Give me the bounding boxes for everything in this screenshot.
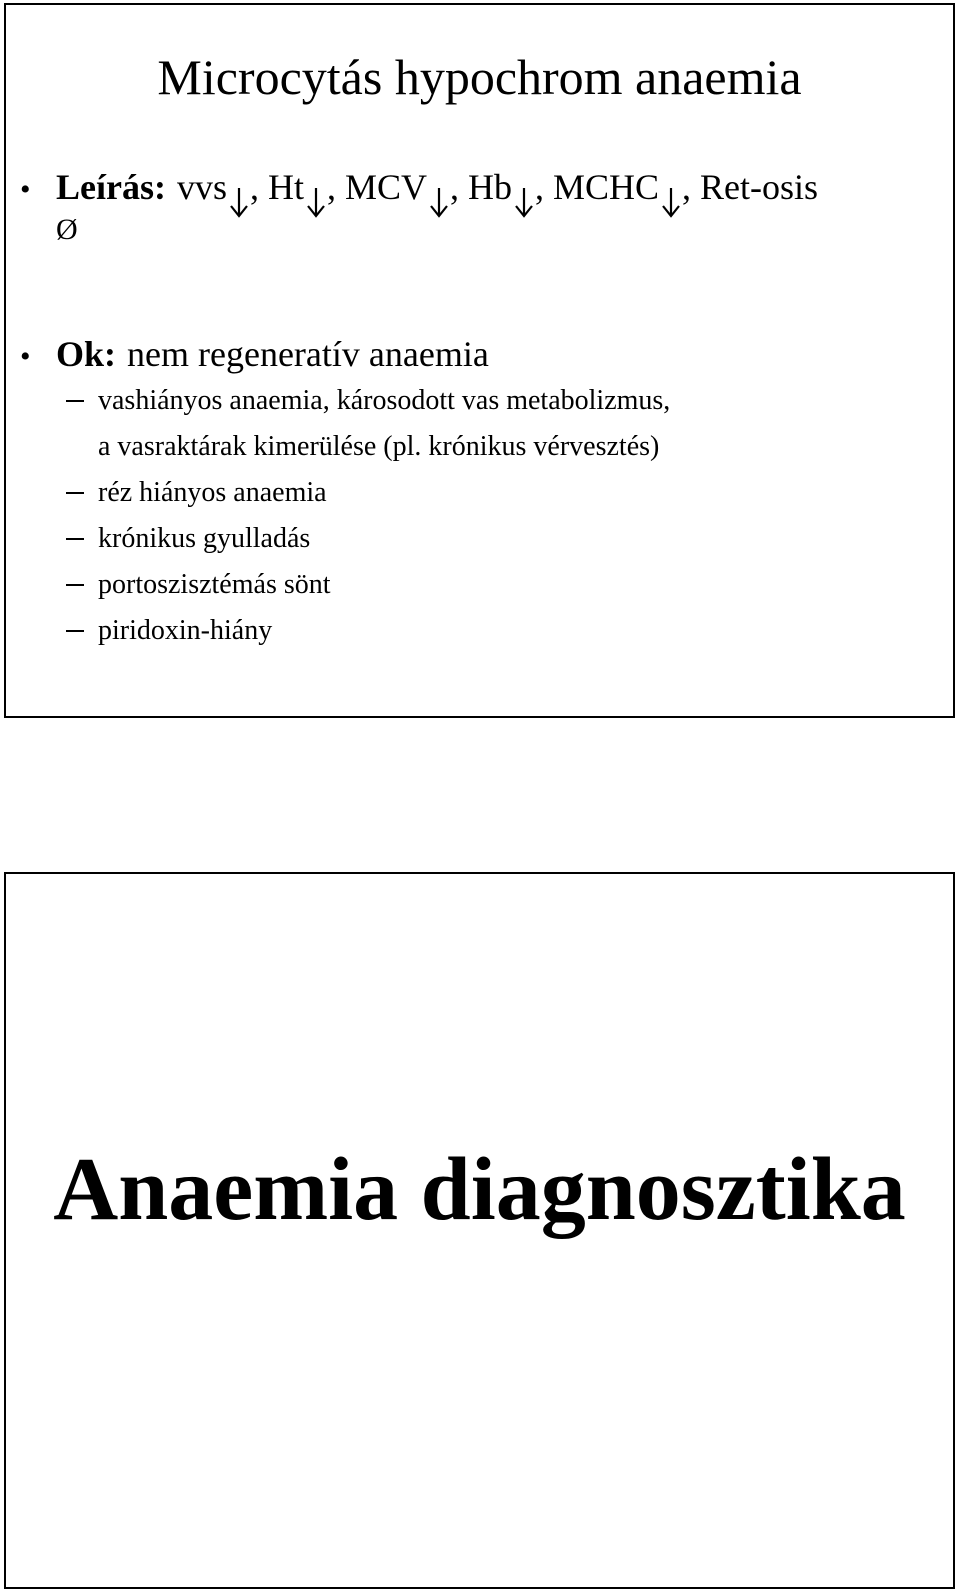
list-item: krónikus gyulladás <box>66 516 946 562</box>
bullet-label-ok: Ok: <box>56 334 117 374</box>
slide-2-title: Anaemia diagnosztika <box>53 1140 906 1239</box>
down-arrow-icon <box>306 188 326 218</box>
indicator-ret-osis: , Ret-osis <box>682 167 819 207</box>
dash-icon <box>66 500 98 501</box>
down-arrow-icon <box>661 188 681 218</box>
indicator-mchc: MCHC <box>553 165 682 209</box>
list-item: réz hiányos anaemia <box>66 470 946 516</box>
dash-icon <box>66 638 98 639</box>
bullet-dot-icon: • <box>20 340 31 373</box>
dash-icon <box>66 592 98 593</box>
indicator-mcv: MCV <box>345 165 450 209</box>
list-item: portoszisztémás sönt <box>66 562 946 608</box>
slide-1 <box>4 3 955 718</box>
down-arrow-icon <box>514 188 534 218</box>
down-arrow-icon <box>229 188 249 218</box>
bullet-label-leiras: Leírás: <box>56 167 166 207</box>
dash-icon <box>66 408 98 409</box>
bullet-dot-icon: • <box>20 173 31 206</box>
cause-sublist <box>66 378 946 654</box>
bullet-description: • Leírás: vvs , Ht , MCV , Hb , MCHC , Ret-osis Ø <box>20 165 940 248</box>
empty-set-symbol: Ø <box>56 213 78 246</box>
indicator-hb: Hb <box>468 165 535 209</box>
indicator-ht: Ht <box>268 165 327 209</box>
indicator-vvs: vvs <box>177 165 250 209</box>
down-arrow-icon <box>429 188 449 218</box>
slide-1-title: Microcytás hypochrom anaemia <box>157 49 802 105</box>
list-item: vashiányos anaemia, károsodott vas metabolizmus, a vasraktárak kimerülése (pl. krónikus vérvesztés) <box>66 378 946 470</box>
dash-icon <box>66 546 98 547</box>
bullet-cause-text: nem regeneratív anaemia <box>127 334 489 374</box>
slide-2 <box>4 872 955 1589</box>
bullet-cause <box>20 332 940 379</box>
list-item: piridoxin-hiány <box>66 608 946 654</box>
